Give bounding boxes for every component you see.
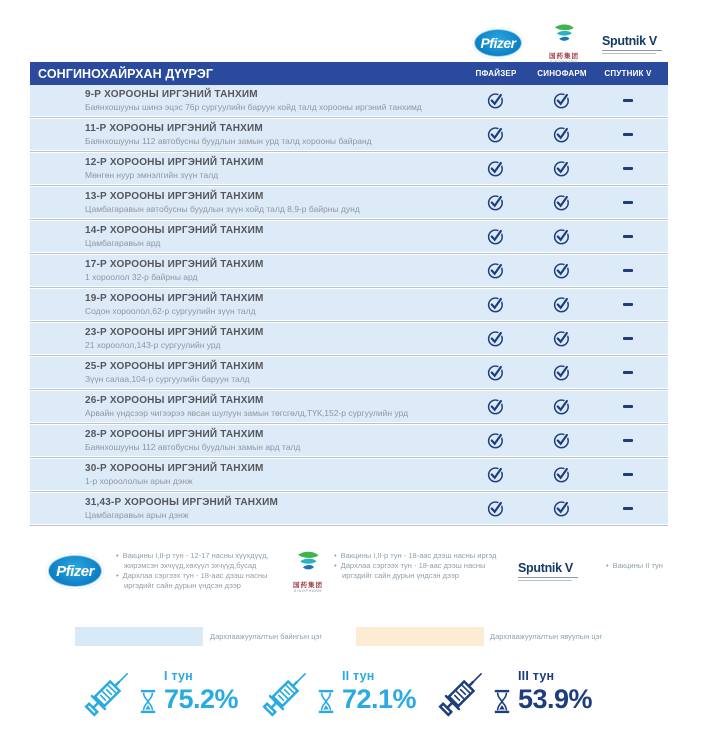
stat-dose-1 — [80, 663, 238, 721]
stat-dose-2 — [258, 663, 416, 721]
location-address: Баянхошууны шинэ эцэс 76р сургуулийн баруун хойд талд хорооны иргэний танхимд — [85, 102, 422, 112]
location-title: 13-Р ХОРООНЫ ИРГЭНИЙ ТАНХИМ — [85, 191, 264, 202]
pfizer-availability — [463, 255, 529, 286]
mobile-point-swatch — [356, 627, 484, 646]
legend-bullet: • Вакцины II тун — [606, 561, 696, 571]
legend-bullet: • Дархлаа сэргээх тун - 18-аас дээш насны иргэдийг сайн дурын үндсэн дээр — [116, 571, 298, 591]
stat-value: 53.9% — [518, 684, 593, 714]
dash-icon — [623, 201, 633, 204]
location-title: 25-Р ХОРООНЫ ИРГЭНИЙ ТАНХИМ — [85, 361, 264, 372]
point-type-legend — [0, 625, 702, 655]
dash-icon — [623, 235, 633, 238]
check-icon — [487, 329, 506, 348]
sinopharm-availability — [529, 85, 595, 116]
stat-label: III тун — [518, 669, 555, 683]
hourglass-icon — [494, 688, 510, 715]
vaccine-legend — [0, 537, 702, 625]
location-address: Цамбагаравын ард — [85, 238, 161, 248]
availability-marks — [463, 493, 661, 524]
sputnik-tagline-lines — [518, 577, 588, 581]
column-pfizer: ПФАЙЗЕР — [475, 69, 517, 78]
row-divider — [30, 422, 668, 425]
table-row — [30, 493, 668, 524]
location-address: 1-р хороололын арын дэнж — [85, 476, 193, 486]
table-row — [30, 255, 668, 286]
row-divider — [30, 388, 668, 391]
sinopharm-en-text: SINOPHARM — [293, 589, 323, 593]
hourglass-icon — [318, 688, 334, 715]
check-icon — [487, 227, 506, 246]
row-divider — [30, 150, 668, 153]
location-address: Баянхошууны 112 автобусны буудлын замын урд талд хорооны байранд — [85, 136, 372, 146]
sputnik-availability — [595, 289, 661, 320]
location-title: 12-Р ХОРООНЫ ИРГЭНИЙ ТАНХИМ — [85, 157, 264, 168]
pfizer-availability — [463, 493, 529, 524]
sinopharm-mark-icon — [550, 22, 578, 46]
mobile-point-label: Дархлаажуулалтын явуулын цэг — [490, 632, 603, 641]
table-header — [30, 62, 668, 85]
sinopharm-mark-icon — [293, 549, 323, 575]
location-title: 23-Р ХОРООНЫ ИРГЭНИЙ ТАНХИМ — [85, 327, 264, 338]
location-address: Содон хороолол,62-р сургуулийн зүүн талд — [85, 306, 256, 316]
column-sinopharm: СИНОФАРМ — [537, 69, 587, 78]
sputnik-availability — [595, 119, 661, 150]
pfizer-availability — [463, 289, 529, 320]
availability-marks — [463, 391, 661, 422]
pfizer-logo-text: Pfizer — [480, 35, 516, 51]
sinopharm-availability — [529, 391, 595, 422]
sputnik-availability — [595, 357, 661, 388]
sputnik-logo — [602, 34, 666, 55]
legend-bullet: • Вакцины I,II-р тун - 12-17 насны хүүхдүүд, жирэмсэн эхчүүд,хөхүүл эхчүүд,бусад — [116, 551, 298, 571]
location-info — [30, 225, 463, 248]
sinopharm-availability — [529, 493, 595, 524]
location-title: 9-Р ХОРООНЫ ИРГЭНИЙ ТАНХИМ — [85, 89, 258, 100]
pfizer-logo — [46, 553, 104, 589]
row-divider — [30, 116, 668, 119]
pfizer-availability — [463, 187, 529, 218]
sinopharm-logo — [546, 22, 582, 64]
availability-marks — [463, 289, 661, 320]
check-icon — [487, 499, 506, 518]
location-address: Зүүн салаа,104-р сургуулийн баруун талд — [85, 374, 250, 384]
location-title: 30-Р ХОРООНЫ ИРГЭНИЙ ТАНХИМ — [85, 463, 264, 474]
availability-marks — [463, 153, 661, 184]
sinopharm-availability — [529, 119, 595, 150]
check-icon — [553, 397, 572, 416]
pfizer-logo — [472, 27, 524, 59]
check-icon — [487, 193, 506, 212]
pfizer-availability — [463, 221, 529, 252]
location-info — [30, 361, 463, 384]
dash-icon — [623, 167, 633, 170]
table-row — [30, 153, 668, 184]
check-icon — [553, 295, 572, 314]
dash-icon — [623, 303, 633, 306]
check-icon — [487, 431, 506, 450]
check-icon — [553, 159, 572, 178]
check-icon — [553, 465, 572, 484]
location-title: 31,43-Р ХОРООНЫ ИРГЭНИЙ ТАНХИМ — [85, 497, 279, 508]
check-icon — [553, 125, 572, 144]
location-title: 17-Р ХОРООНЫ ИРГЭНИЙ ТАНХИМ — [85, 259, 264, 270]
row-divider — [30, 490, 668, 493]
row-divider — [30, 524, 668, 527]
table-row — [30, 221, 668, 252]
dash-icon — [623, 507, 633, 510]
sputnik-availability — [595, 425, 661, 456]
sputnik-availability — [595, 221, 661, 252]
availability-marks — [463, 255, 661, 286]
pfizer-availability — [463, 459, 529, 490]
location-title: 26-Р ХОРООНЫ ИРГЭНИЙ ТАНХИМ — [85, 395, 264, 406]
pfizer-legend-text — [116, 551, 298, 591]
location-info — [30, 395, 463, 418]
syringe-icon — [80, 663, 138, 721]
district-title: СОНГИНОХАЙРХАН ДҮҮРЭГ — [38, 66, 214, 81]
table-row — [30, 459, 668, 490]
location-title: 19-Р ХОРООНЫ ИРГЭНИЙ ТАНХИМ — [85, 293, 264, 304]
availability-marks — [463, 425, 661, 456]
sputnik-availability — [595, 153, 661, 184]
locations-table — [30, 62, 668, 527]
stat-text — [164, 669, 238, 715]
sputnik-availability — [595, 85, 661, 116]
sputnik-logo — [518, 561, 588, 582]
location-info — [30, 123, 463, 146]
location-title: 11-Р ХОРООНЫ ИРГЭНИЙ ТАНХИМ — [85, 123, 263, 134]
sputnik-availability — [595, 459, 661, 490]
sputnik-availability — [595, 255, 661, 286]
sputnik-availability — [595, 391, 661, 422]
sinopharm-cn-text: 国药集团 — [549, 53, 579, 60]
row-divider — [30, 320, 668, 323]
check-icon — [487, 363, 506, 382]
sinopharm-legend-text — [334, 551, 516, 581]
location-info — [30, 191, 463, 214]
stat-text — [342, 669, 416, 715]
table-row — [30, 289, 668, 320]
syringe-icon — [434, 663, 492, 721]
pfizer-availability — [463, 119, 529, 150]
table-row — [30, 119, 668, 150]
availability-marks — [463, 323, 661, 354]
pfizer-availability — [463, 391, 529, 422]
availability-marks — [463, 459, 661, 490]
check-icon — [553, 193, 572, 212]
stat-value: 75.2% — [164, 684, 239, 714]
check-icon — [487, 159, 506, 178]
dash-icon — [623, 99, 633, 102]
sinopharm-availability — [529, 187, 595, 218]
dash-icon — [623, 337, 633, 340]
hourglass-icon — [140, 688, 156, 715]
availability-marks — [463, 85, 661, 116]
location-address: 1 хороолол 32-р байрны ард — [85, 272, 198, 282]
pfizer-availability — [463, 323, 529, 354]
location-address: Мөнгөн нуур эмнэлгийн зүүн талд — [85, 170, 219, 180]
check-icon — [553, 227, 572, 246]
location-address: 21 хороолол,143-р сургуулийн урд — [85, 340, 221, 350]
table-row — [30, 187, 668, 218]
sinopharm-availability — [529, 323, 595, 354]
sputnik-logo-text: Sputnik V — [518, 561, 573, 575]
row-divider — [30, 218, 668, 221]
location-address: Цамбагаравын арын дэнж — [85, 510, 189, 520]
row-divider — [30, 252, 668, 255]
location-address: Цамбагаравын автобусны буудлын зүүн хойд талд 8,9-р байрны дунд — [85, 204, 360, 214]
location-title: 14-Р ХОРООНЫ ИРГЭНИЙ ТАНХИМ — [85, 225, 264, 236]
sputnik-tagline-lines — [602, 50, 666, 54]
location-address: Баянхошууны 112 автобусны буудлын замын ард талд — [85, 442, 301, 452]
sinopharm-availability — [529, 153, 595, 184]
sputnik-availability — [595, 323, 661, 354]
column-sputnik: СПУТНИК V — [604, 69, 652, 78]
check-icon — [487, 125, 506, 144]
row-divider — [30, 456, 668, 459]
dash-icon — [623, 133, 633, 136]
availability-marks — [463, 221, 661, 252]
sinopharm-cn-text: 国药集团 — [293, 582, 323, 589]
sputnik-availability — [595, 493, 661, 524]
stat-text — [518, 669, 592, 715]
pfizer-availability — [463, 153, 529, 184]
sinopharm-en-text: SINOPHARM — [549, 60, 579, 64]
sinopharm-availability — [529, 289, 595, 320]
dose-stats — [0, 663, 702, 743]
check-icon — [487, 261, 506, 280]
pfizer-availability — [463, 425, 529, 456]
sinopharm-availability — [529, 459, 595, 490]
table-row — [30, 425, 668, 456]
location-info — [30, 497, 463, 520]
sinopharm-availability — [529, 357, 595, 388]
location-info — [30, 327, 463, 350]
dash-icon — [623, 405, 633, 408]
legend-bullet: • Вакцины I,II-р тун - 18-аас дээш насны иргэд — [334, 551, 516, 561]
sinopharm-availability — [529, 255, 595, 286]
location-info — [30, 429, 463, 452]
check-icon — [487, 397, 506, 416]
availability-marks — [463, 357, 661, 388]
check-icon — [487, 91, 506, 110]
dash-icon — [623, 269, 633, 272]
fixed-point-swatch — [75, 627, 203, 646]
row-divider — [30, 184, 668, 187]
table-row — [30, 357, 668, 388]
dash-icon — [623, 371, 633, 374]
check-icon — [553, 329, 572, 348]
row-divider — [30, 354, 668, 357]
pfizer-logo-text: Pfizer — [56, 562, 94, 580]
location-info — [30, 293, 463, 316]
sputnik-availability — [595, 187, 661, 218]
location-info — [30, 89, 463, 112]
sinopharm-availability — [529, 425, 595, 456]
sinopharm-availability — [529, 221, 595, 252]
fixed-point-label: Дархлаажуулалтын байнгын цэг — [210, 632, 323, 641]
sputnik-logo-text: Sputnik V — [602, 34, 657, 48]
location-info — [30, 259, 463, 282]
check-icon — [487, 465, 506, 484]
dash-icon — [623, 473, 633, 476]
stat-label: II тун — [342, 669, 375, 683]
table-row — [30, 391, 668, 422]
table-body — [30, 85, 668, 527]
check-icon — [553, 91, 572, 110]
sputnik-legend-text — [606, 561, 696, 571]
vaccine-columns — [463, 69, 661, 78]
check-icon — [553, 261, 572, 280]
top-logo-row — [0, 0, 702, 62]
sinopharm-logo — [288, 549, 328, 593]
check-icon — [553, 499, 572, 518]
location-title: 28-Р ХОРООНЫ ИРГЭНИЙ ТАНХИМ — [85, 429, 264, 440]
location-info — [30, 157, 463, 180]
check-icon — [553, 363, 572, 382]
pfizer-availability — [463, 85, 529, 116]
stat-value: 72.1% — [342, 684, 417, 714]
table-row — [30, 85, 668, 116]
check-icon — [487, 295, 506, 314]
location-info — [30, 463, 463, 486]
dash-icon — [623, 439, 633, 442]
pfizer-availability — [463, 357, 529, 388]
availability-marks — [463, 119, 661, 150]
syringe-icon — [258, 663, 316, 721]
stat-dose-3 — [434, 663, 592, 721]
table-row — [30, 323, 668, 354]
availability-marks — [463, 187, 661, 218]
check-icon — [553, 431, 572, 450]
location-address: Арвайн үндсээр чигээрээ явсан шулуун замын төгсгөлд,ТҮК,152-р сургуулийн урд — [85, 408, 409, 418]
stat-label: I тун — [164, 669, 193, 683]
legend-bullet: • Дархлаа сэргээх тун - 18-аас дээш насны иргэдийг сайн дурын үндсэн дээр — [334, 561, 516, 581]
row-divider — [30, 286, 668, 289]
